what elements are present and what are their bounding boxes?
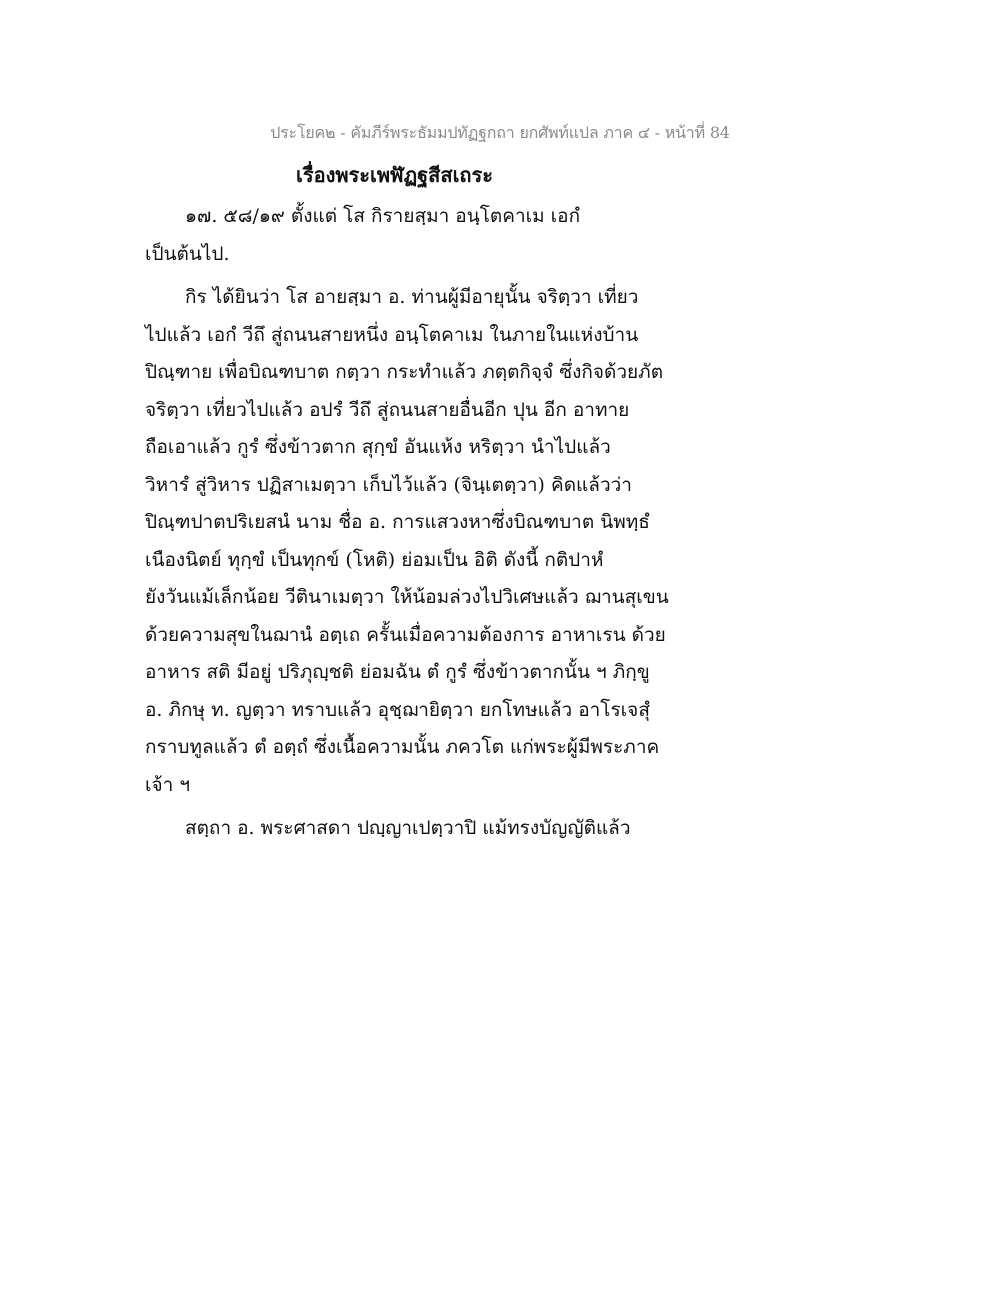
paragraph-2-line-6: วิหารํ สู่วิหาร ปฏิสาเมตฺวา เก็บไว้แล้ว (จินฺเตตฺวา) คิดแล้วว่า bbox=[145, 473, 632, 496]
story-title: เรื่องพระเพฬัฏฐสีสเถระ bbox=[296, 163, 494, 187]
paragraph-2-line-1: กิร ได้ยินว่า โส อายสฺมา อ. ท่านผู้มีอายุนั้น จริตฺวา เที่ยว bbox=[185, 286, 639, 308]
paragraph-2-line-4: จริตฺวา เที่ยวไปแล้ว อปรํ วีถึ สู่ถนนสายอื่นอีก ปุน อีก อาทาย bbox=[145, 398, 630, 421]
paragraph-2-line-8: เนืองนิตย์ ทุกฺขํ เป็นทุกข์ (โหติ) ย่อมเป็น อิติ ดังนี้ กติปาหํ bbox=[145, 548, 604, 571]
body-text bbox=[145, 198, 675, 848]
paragraph-2-line-13: กราบทูลแล้ว ตํ อตฺถํ ซึ่งเนื้อความนั้น ภควโต แก่พระผู้มีพระภาค bbox=[145, 736, 660, 758]
paragraph-2-line-11: อาหาร สติ มีอยู่ ปริภุญฺชติ ย่อมฉัน ตํ กูรํ ซึ่งข้าวตากนั้น ฯ ภิกฺขู bbox=[145, 661, 650, 683]
paragraph-2-line-14: เจ้า ฯ bbox=[145, 773, 191, 796]
paragraph-1-line-2: เป็นต้นไป. bbox=[145, 242, 230, 265]
paragraph-2-line-3: ปิณฺฑาย เพื่อบิณฑบาต กตฺวา กระทำแล้ว ภตฺตกิจฺจํ ซึ่งกิจด้วยภัต bbox=[145, 361, 664, 383]
paragraph-2-line-7: ปิณฺฑปาตปริเยสนํ นาม ชื่อ อ. การแสวงหาซึ่งบิณฑบาต นิพทฺธํ bbox=[145, 511, 650, 533]
paragraph-2-line-9: ยังวันแม้เล็กน้อย วีตินาเมตฺวา ให้น้อมล่วงไปวิเศษแล้ว ฌานสุเขน bbox=[145, 586, 669, 608]
paragraph-2-line-10: ด้วยความสุขในฌานํ อตฺเถ ครั้นเมื่อความต้องการ อาหาเรน ด้วย bbox=[145, 623, 666, 646]
paragraph-2-line-2: ไปแล้ว เอกํ วีถึ สู่ถนนสายหนึ่ง อนฺโตคาเม ในภายในแห่งบ้าน bbox=[145, 323, 639, 346]
paragraph-2-line-12: อ. ภิกษุ ท. ญตฺวา ทราบแล้ว อุชฺฌายิตฺวา ยกโทษแล้ว อาโรเจสุํ bbox=[145, 698, 650, 721]
running-header: ประโยค๒ - คัมภีร์พระธัมมปทัฏฐกถา ยกศัพท์แปล ภาค ๔ - หน้าที่ 84 bbox=[270, 123, 730, 142]
paragraph-1-line-1: ๑๗. ๕๘/๑๙ ตั้งแต่ โส กิรายสฺมา อนฺโตคาเม เอกํ bbox=[185, 205, 581, 227]
paragraph-3-line-1: สตฺถา อ. พระศาสดา ปญฺญาเปตฺวาปิ แม้ทรงบัญญัติแล้ว bbox=[185, 817, 631, 839]
paragraph-2-line-5: ถือเอาแล้ว กูรํ ซึ่งข้าวตาก สุกฺขํ อันแห้ง หริตฺวา นำไปแล้ว bbox=[145, 436, 611, 458]
